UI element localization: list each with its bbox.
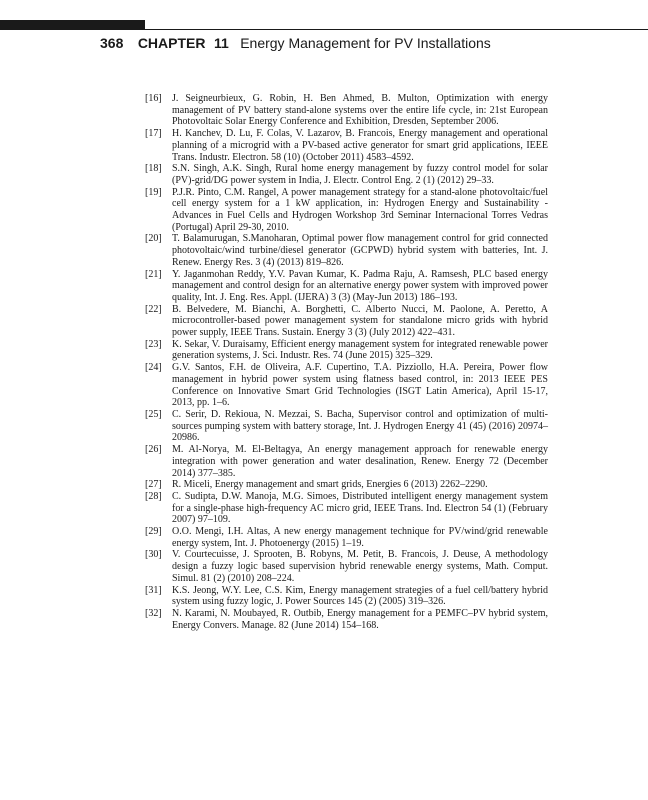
reference-number: [16] (145, 93, 162, 104)
header-rule (145, 29, 648, 30)
reference-item (145, 233, 548, 268)
reference-item (145, 269, 548, 304)
reference-number: [25] (145, 408, 162, 420)
chapter-label: CHAPTER (137, 35, 206, 51)
reference-number: [23] (145, 338, 162, 350)
reference-item (145, 608, 548, 631)
header-bar (0, 20, 145, 30)
reference-text: C. Sudipta, D.W. Manoja, M.G. Simoes, Distributed intelligent energy management system for a single-phase high-frequency AC micro grid, IEEE Trans. Ind. Electron 54 (1) (February 2007) 97–109. (172, 490, 548, 526)
reference-item (145, 526, 548, 549)
reference-text: J. Seigneurbieux, G. Robin, H. Ben Ahmed, B. Multon, Optimization with energy management of PV battery stand-alone systems over the entire life cycle, in: 21st European Photovoltaic Solar Energy Conference and Exhibition, Dresden, September 2006. (172, 93, 548, 128)
reference-item (145, 491, 548, 526)
page-number: 368 (100, 35, 124, 51)
reference-text: M. Al-Norya, M. El-Beltagya, An energy management approach for renewable energy integration with power generation and water desalination, Renew. Energy 72 (December 2014) 377–385. (172, 444, 548, 479)
reference-text: K. Sekar, V. Duraisamy, Efficient energy management system for integrated renewable power generation systems, J. Sci. Industr. Res. 74 (June 2015) 325–329. (172, 338, 548, 362)
reference-number: [26] (145, 444, 162, 456)
reference-text: G.V. Santos, F.H. de Oliveira, A.F. Cupertino, T.A. Pizziollo, H.A. Pereira, Power flow management in hybrid power system using flatness based control, in: 2013 IEEE PES Conference on Innovative Smart Grid Technologies (ISGT Latin America), April 15-17, 2013, pp. 1–6. (172, 362, 548, 409)
reference-item (145, 479, 548, 491)
reference-item (145, 163, 548, 186)
reference-number: [24] (145, 362, 162, 374)
reference-item (145, 187, 548, 234)
reference-text: R. Miceli, Energy management and smart grids, Energies 6 (2013) 2262–2290. (172, 479, 488, 491)
reference-number: [27] (145, 479, 162, 491)
reference-text: K.S. Jeong, W.Y. Lee, C.S. Kim, Energy management strategies of a fuel cell/battery hybrid system using fuzzy logic, J. Power Sources 145 (2) (2005) 319–326. (172, 584, 548, 608)
reference-item (145, 409, 548, 444)
chapter-number: 11 (213, 35, 229, 51)
reference-number: [29] (145, 526, 162, 538)
reference-text: S.N. Singh, A.K. Singh, Rural home energy management by fuzzy control model for solar (PV)-grid/DG power system in India, J. Electr. Control Eng. 2 (1) (2012) 29–33. (172, 163, 548, 186)
reference-text: N. Karami, N. Moubayed, R. Outbib, Energy management for a PEMFC–PV hybrid system, Energy Convers. Manage. 82 (June 2014) 154–168. (172, 607, 548, 631)
reference-list (145, 93, 548, 631)
reference-item (145, 362, 548, 409)
reference-number: [30] (145, 549, 162, 561)
reference-item (145, 339, 548, 362)
reference-item (145, 549, 548, 584)
reference-text: O.O. Mengi, I.H. Altas, A new energy management technique for PV/wind/grid renewable energy system, Int. J. Photoenergy (2015) 1–19. (172, 526, 548, 549)
chapter-title: Energy Management for PV Installations (240, 35, 491, 51)
reference-text: Y. Jaganmohan Reddy, Y.V. Pavan Kumar, K. Padma Raju, A. Ramsesh, PLC based energy management and control design for an alternative energy power system with improved power quality, Int. J. Eng. Res. Appl. (IJERA) 3 (3) (May-Jun 2013) 186–193. (172, 268, 548, 303)
reference-number: [32] (145, 607, 162, 619)
reference-number: [22] (145, 303, 162, 315)
reference-number: [20] (145, 233, 162, 245)
reference-number: [18] (145, 163, 162, 175)
reference-text: T. Balamurugan, S.Manoharan, Optimal power flow management control for grid connected photovoltaic/wind turbine/diesel generator (GCPWD) hybrid system with batteries, Int. J. Renew. Energy Res. 3 (4) (2013) 819–826. (172, 233, 548, 268)
reference-text: B. Belvedere, M. Bianchi, A. Borghetti, C. Alberto Nucci, M. Paolone, A. Peretto, A microcontroller-based power management system for standalone micro grids with hybrid power supply, IEEE Trans. Sustain. Energy 3 (3) (July 2012) 422–431. (172, 303, 548, 339)
running-header (100, 35, 491, 53)
reference-item (145, 128, 548, 163)
reference-number: [21] (145, 268, 162, 280)
reference-number: [28] (145, 490, 162, 502)
reference-item (145, 444, 548, 479)
reference-item (145, 304, 548, 339)
reference-number: [19] (145, 186, 162, 198)
reference-number: [17] (145, 128, 162, 140)
reference-item (145, 93, 548, 128)
reference-text: C. Serir, D. Rekioua, N. Mezzai, S. Bacha, Supervisor control and optimization of multi-sources pumping system with battery storage, Int. J. Hydrogen Energy 41 (45) (2016) 20974–20986. (172, 408, 548, 444)
reference-item (145, 585, 548, 608)
reference-text: H. Kanchev, D. Lu, F. Colas, V. Lazarov, B. Francois, Energy management and operational planning of a microgrid with a PV-based active generator for smart grid applications, IEEE Trans. Industr. Electron. 58 (10) (October 2011) 4583–4592. (172, 128, 548, 163)
reference-text: P.J.R. Pinto, C.M. Rangel, A power management strategy for a stand-alone photovoltaic/fuel cell energy system for a 1 kW application, in: Hydrogen Energy and Sustainability - Advances in Fuel Cells and Hydrogen Workshop 3rd Seminar Internacional Torres Vedras (Portugal) April 29-30, 2010. (172, 186, 548, 233)
reference-text: V. Courtecuisse, J. Sprooten, B. Robyns, M. Petit, B. Francois, J. Deuse, A methodology design a fuzzy logic based supervision hybrid renewable energy systems, Math. Comput. Simul. 81 (2) (2010) 208–224. (172, 549, 548, 584)
reference-number: [31] (145, 584, 162, 596)
